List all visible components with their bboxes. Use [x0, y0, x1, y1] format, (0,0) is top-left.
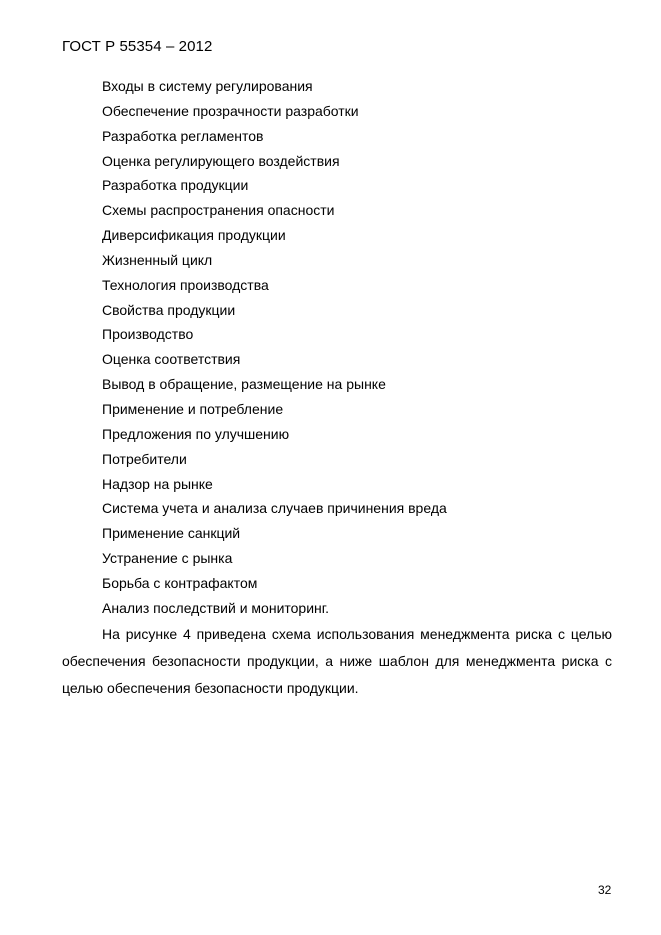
list-item: Устранение с рынка [102, 550, 233, 567]
list-item: Производство [102, 326, 194, 343]
list-item: Оценка регулирующего воздействия [102, 152, 340, 169]
list-item: Вывод в обращение, размещение на рынке [102, 376, 386, 393]
body-paragraph: На рисунке 4 приведена схема использования менеджмента риска с целью обеспечения безопасности продукции, а ниже шаблон для менеджмента риска с целью обеспечения безопасности продукции. [62, 626, 612, 696]
list-item: Надзор на рынке [102, 475, 213, 492]
list-item: Технология производства [102, 276, 269, 293]
list-item: Анализ последствий и мониторинг. [102, 599, 330, 616]
list-item: Оценка соответствия [102, 351, 241, 368]
items-list [102, 74, 447, 621]
document-header: ГОСТ Р 55354 – 2012 [62, 38, 213, 55]
list-item: Предложения по улучшению [102, 425, 290, 442]
list-item: Обеспечение прозрачности разработки [102, 102, 359, 119]
list-item: Применение санкций [102, 525, 241, 542]
list-item: Применение и потребление [102, 400, 284, 417]
list-item: Разработка регламентов [102, 127, 264, 144]
list-item: Входы в систему регулирования [102, 78, 313, 94]
page-number: 32 [598, 883, 612, 897]
list-item: Свойства продукции [102, 301, 236, 318]
list-item: Разработка продукции [102, 177, 249, 194]
list-item: Потребители [102, 450, 187, 467]
list-item: Схемы распространения опасности [102, 202, 335, 219]
list-item: Борьба с контрафактом [102, 574, 258, 591]
list-item: Жизненный цикл [102, 251, 213, 268]
list-item: Система учета и анализа случаев причинения вреда [102, 500, 447, 517]
list-item: Диверсификация продукции [102, 227, 286, 244]
